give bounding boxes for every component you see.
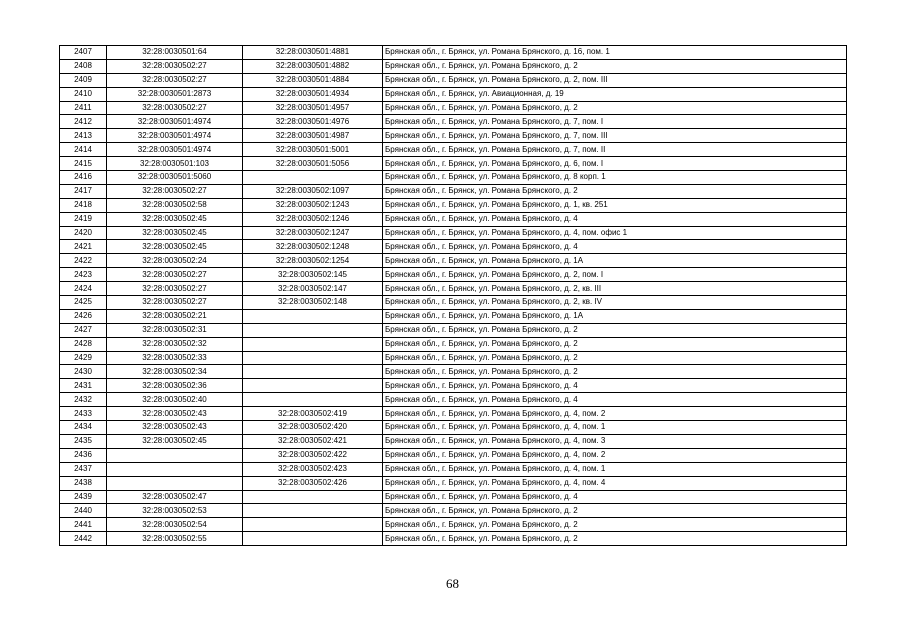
table-row bbox=[60, 504, 847, 518]
object-cadastral-number-cell: 32:28:0030501:4957 bbox=[243, 101, 383, 115]
address-cell: Брянская обл., г. Брянск, ул. Романа Брянского, д. 4 bbox=[383, 212, 847, 226]
object-cadastral-number-cell: 32:28:0030501:5001 bbox=[243, 143, 383, 157]
address-cell: Брянская обл., г. Брянск, ул. Романа Брянского, д. 7, пом. I bbox=[383, 115, 847, 129]
row-number-cell: 2439 bbox=[60, 490, 107, 504]
cadastral-number-cell: 32:28:0030502:32 bbox=[107, 337, 243, 351]
cadastral-number-cell: 32:28:0030502:34 bbox=[107, 365, 243, 379]
address-cell: Брянская обл., г. Брянск, ул. Романа Брянского, д. 7, пом. II bbox=[383, 143, 847, 157]
address-cell: Брянская обл., г. Брянск, ул. Романа Брянского, д. 2 bbox=[383, 351, 847, 365]
cadastral-number-cell bbox=[107, 462, 243, 476]
row-number-cell: 2413 bbox=[60, 129, 107, 143]
address-cell: Брянская обл., г. Брянск, ул. Романа Брянского, д. 16, пом. 1 bbox=[383, 46, 847, 60]
object-cadastral-number-cell: 32:28:0030501:4934 bbox=[243, 87, 383, 101]
address-cell: Брянская обл., г. Брянск, ул. Романа Брянского, д. 7, пом. III bbox=[383, 129, 847, 143]
object-cadastral-number-cell bbox=[243, 490, 383, 504]
cadastral-number-cell: 32:28:0030501:64 bbox=[107, 46, 243, 60]
cadastral-number-cell: 32:28:0030501:4974 bbox=[107, 129, 243, 143]
object-cadastral-number-cell: 32:28:0030502:426 bbox=[243, 476, 383, 490]
row-number-cell: 2435 bbox=[60, 434, 107, 448]
cadastral-number-cell: 32:28:0030502:21 bbox=[107, 309, 243, 323]
object-cadastral-number-cell: 32:28:0030502:421 bbox=[243, 434, 383, 448]
address-cell: Брянская обл., г. Брянск, ул. Романа Брянского, д. 1А bbox=[383, 254, 847, 268]
address-cell: Брянская обл., г. Брянск, ул. Романа Брянского, д. 4, пом. 1 bbox=[383, 421, 847, 435]
row-number-cell: 2432 bbox=[60, 393, 107, 407]
row-number-cell: 2427 bbox=[60, 323, 107, 337]
object-cadastral-number-cell bbox=[243, 365, 383, 379]
object-cadastral-number-cell: 32:28:0030502:148 bbox=[243, 296, 383, 310]
row-number-cell: 2431 bbox=[60, 379, 107, 393]
row-number-cell: 2419 bbox=[60, 212, 107, 226]
row-number-cell: 2438 bbox=[60, 476, 107, 490]
page-number: 68 bbox=[446, 576, 459, 591]
row-number-cell: 2410 bbox=[60, 87, 107, 101]
object-cadastral-number-cell: 32:28:0030501:4882 bbox=[243, 59, 383, 73]
address-cell: Брянская обл., г. Брянск, ул. Романа Брянского, д. 2 bbox=[383, 184, 847, 198]
cadastral-number-cell: 32:28:0030502:45 bbox=[107, 212, 243, 226]
cadastral-number-cell: 32:28:0030502:27 bbox=[107, 268, 243, 282]
row-number-cell: 2420 bbox=[60, 226, 107, 240]
cadastral-number-cell: 32:28:0030501:4974 bbox=[107, 115, 243, 129]
object-cadastral-number-cell: 32:28:0030502:1097 bbox=[243, 184, 383, 198]
row-number-cell: 2442 bbox=[60, 532, 107, 546]
row-number-cell: 2408 bbox=[60, 59, 107, 73]
table-row bbox=[60, 171, 847, 185]
row-number-cell: 2414 bbox=[60, 143, 107, 157]
object-cadastral-number-cell: 32:28:0030502:1247 bbox=[243, 226, 383, 240]
table-row bbox=[60, 115, 847, 129]
object-cadastral-number-cell bbox=[243, 379, 383, 393]
table-row bbox=[60, 476, 847, 490]
cadastral-number-cell: 32:28:0030502:33 bbox=[107, 351, 243, 365]
row-number-cell: 2425 bbox=[60, 296, 107, 310]
object-cadastral-number-cell: 32:28:0030501:4881 bbox=[243, 46, 383, 60]
table-row bbox=[60, 212, 847, 226]
cadastral-number-cell: 32:28:0030502:27 bbox=[107, 184, 243, 198]
object-cadastral-number-cell bbox=[243, 351, 383, 365]
row-number-cell: 2409 bbox=[60, 73, 107, 87]
address-cell: Брянская обл., г. Брянск, ул. Романа Брянского, д. 2 bbox=[383, 323, 847, 337]
address-cell: Брянская обл., г. Брянск, ул. Романа Брянского, д. 4, пом. 1 bbox=[383, 462, 847, 476]
row-number-cell: 2416 bbox=[60, 171, 107, 185]
address-cell: Брянская обл., г. Брянск, ул. Романа Брянского, д. 4 bbox=[383, 379, 847, 393]
row-number-cell: 2429 bbox=[60, 351, 107, 365]
cadastral-number-cell: 32:28:0030502:40 bbox=[107, 393, 243, 407]
row-number-cell: 2424 bbox=[60, 282, 107, 296]
table-row bbox=[60, 462, 847, 476]
object-cadastral-number-cell: 32:28:0030501:4976 bbox=[243, 115, 383, 129]
cadastral-number-cell: 32:28:0030502:27 bbox=[107, 101, 243, 115]
table-row bbox=[60, 365, 847, 379]
cadastral-number-cell: 32:28:0030502:45 bbox=[107, 240, 243, 254]
row-number-cell: 2426 bbox=[60, 309, 107, 323]
table-row bbox=[60, 434, 847, 448]
table-row bbox=[60, 309, 847, 323]
object-cadastral-number-cell: 32:28:0030502:1243 bbox=[243, 198, 383, 212]
row-number-cell: 2441 bbox=[60, 518, 107, 532]
object-cadastral-number-cell: 32:28:0030502:147 bbox=[243, 282, 383, 296]
cadastral-number-cell: 32:28:0030502:54 bbox=[107, 518, 243, 532]
row-number-cell: 2421 bbox=[60, 240, 107, 254]
object-cadastral-number-cell: 32:28:0030502:420 bbox=[243, 421, 383, 435]
cadastral-number-cell: 32:28:0030502:24 bbox=[107, 254, 243, 268]
object-cadastral-number-cell: 32:28:0030502:423 bbox=[243, 462, 383, 476]
table-row bbox=[60, 296, 847, 310]
table-row bbox=[60, 518, 847, 532]
table-row bbox=[60, 143, 847, 157]
table-row bbox=[60, 351, 847, 365]
address-cell: Брянская обл., г. Брянск, ул. Романа Брянского, д. 4 bbox=[383, 490, 847, 504]
address-cell: Брянская обл., г. Брянск, ул. Романа Брянского, д. 2, кв. III bbox=[383, 282, 847, 296]
address-cell: Брянская обл., г. Брянск, ул. Романа Брянского, д. 1А bbox=[383, 309, 847, 323]
object-cadastral-number-cell: 32:28:0030502:422 bbox=[243, 448, 383, 462]
object-cadastral-number-cell: 32:28:0030502:1248 bbox=[243, 240, 383, 254]
cadastral-number-cell: 32:28:0030502:36 bbox=[107, 379, 243, 393]
object-cadastral-number-cell bbox=[243, 309, 383, 323]
address-cell: Брянская обл., г. Брянск, ул. Романа Брянского, д. 4, пом. офис 1 bbox=[383, 226, 847, 240]
table-row bbox=[60, 240, 847, 254]
object-cadastral-number-cell: 32:28:0030502:145 bbox=[243, 268, 383, 282]
row-number-cell: 2407 bbox=[60, 46, 107, 60]
cadastral-number-cell: 32:28:0030501:5060 bbox=[107, 171, 243, 185]
object-cadastral-number-cell: 32:28:0030502:1246 bbox=[243, 212, 383, 226]
cadastral-number-cell: 32:28:0030502:43 bbox=[107, 407, 243, 421]
row-number-cell: 2423 bbox=[60, 268, 107, 282]
cadastral-number-cell bbox=[107, 476, 243, 490]
table-row bbox=[60, 407, 847, 421]
address-cell: Брянская обл., г. Брянск, ул. Романа Брянского, д. 8 корп. 1 bbox=[383, 171, 847, 185]
table-row bbox=[60, 379, 847, 393]
table-row bbox=[60, 46, 847, 60]
registry-table bbox=[59, 45, 847, 546]
address-cell: Брянская обл., г. Брянск, ул. Романа Брянского, д. 2, пом. III bbox=[383, 73, 847, 87]
cadastral-number-cell: 32:28:0030502:43 bbox=[107, 421, 243, 435]
address-cell: Брянская обл., г. Брянск, ул. Романа Брянского, д. 4 bbox=[383, 240, 847, 254]
table-row bbox=[60, 532, 847, 546]
address-cell: Брянская обл., г. Брянск, ул. Романа Брянского, д. 2 bbox=[383, 365, 847, 379]
cadastral-number-cell: 32:28:0030501:2873 bbox=[107, 87, 243, 101]
address-cell: Брянская обл., г. Брянск, ул. Романа Брянского, д. 2 bbox=[383, 59, 847, 73]
row-number-cell: 2412 bbox=[60, 115, 107, 129]
object-cadastral-number-cell bbox=[243, 323, 383, 337]
cadastral-number-cell: 32:28:0030501:4974 bbox=[107, 143, 243, 157]
row-number-cell: 2440 bbox=[60, 504, 107, 518]
row-number-cell: 2437 bbox=[60, 462, 107, 476]
address-cell: Брянская обл., г. Брянск, ул. Романа Брянского, д. 2, кв. IV bbox=[383, 296, 847, 310]
cadastral-number-cell: 32:28:0030502:53 bbox=[107, 504, 243, 518]
cadastral-number-cell: 32:28:0030502:58 bbox=[107, 198, 243, 212]
cadastral-number-cell: 32:28:0030502:45 bbox=[107, 226, 243, 240]
cadastral-number-cell: 32:28:0030502:27 bbox=[107, 59, 243, 73]
cadastral-number-cell: 32:28:0030502:27 bbox=[107, 73, 243, 87]
table-row bbox=[60, 254, 847, 268]
address-cell: Брянская обл., г. Брянск, ул. Романа Брянского, д. 2 bbox=[383, 101, 847, 115]
table-row bbox=[60, 129, 847, 143]
row-number-cell: 2434 bbox=[60, 421, 107, 435]
table-row bbox=[60, 282, 847, 296]
address-cell: Брянская обл., г. Брянск, ул. Романа Брянского, д. 4, пом. 2 bbox=[383, 448, 847, 462]
table-row bbox=[60, 101, 847, 115]
row-number-cell: 2411 bbox=[60, 101, 107, 115]
table-row bbox=[60, 198, 847, 212]
table-row bbox=[60, 323, 847, 337]
object-cadastral-number-cell: 32:28:0030501:4884 bbox=[243, 73, 383, 87]
address-cell: Брянская обл., г. Брянск, ул. Романа Брянского, д. 4, пом. 2 bbox=[383, 407, 847, 421]
row-number-cell: 2417 bbox=[60, 184, 107, 198]
address-cell: Брянская обл., г. Брянск, ул. Романа Брянского, д. 2 bbox=[383, 504, 847, 518]
table-row bbox=[60, 59, 847, 73]
cadastral-number-cell: 32:28:0030502:55 bbox=[107, 532, 243, 546]
object-cadastral-number-cell: 32:28:0030502:1254 bbox=[243, 254, 383, 268]
table-row bbox=[60, 157, 847, 171]
row-number-cell: 2428 bbox=[60, 337, 107, 351]
object-cadastral-number-cell bbox=[243, 337, 383, 351]
address-cell: Брянская обл., г. Брянск, ул. Романа Брянского, д. 2 bbox=[383, 532, 847, 546]
address-cell: Брянская обл., г. Брянск, ул. Романа Брянского, д. 4, пом. 4 bbox=[383, 476, 847, 490]
cadastral-number-cell bbox=[107, 448, 243, 462]
object-cadastral-number-cell bbox=[243, 504, 383, 518]
table-row bbox=[60, 268, 847, 282]
table-row bbox=[60, 421, 847, 435]
table-row bbox=[60, 226, 847, 240]
row-number-cell: 2418 bbox=[60, 198, 107, 212]
row-number-cell: 2433 bbox=[60, 407, 107, 421]
object-cadastral-number-cell bbox=[243, 171, 383, 185]
table-row bbox=[60, 73, 847, 87]
address-cell: Брянская обл., г. Брянск, ул. Романа Брянского, д. 2 bbox=[383, 518, 847, 532]
table-row bbox=[60, 337, 847, 351]
object-cadastral-number-cell bbox=[243, 393, 383, 407]
cadastral-number-cell: 32:28:0030502:31 bbox=[107, 323, 243, 337]
table-row bbox=[60, 87, 847, 101]
table-row bbox=[60, 393, 847, 407]
cadastral-number-cell: 32:28:0030502:27 bbox=[107, 296, 243, 310]
registry-table-body bbox=[60, 46, 847, 546]
object-cadastral-number-cell bbox=[243, 532, 383, 546]
address-cell: Брянская обл., г. Брянск, ул. Романа Брянского, д. 6, пом. I bbox=[383, 157, 847, 171]
table-row bbox=[60, 448, 847, 462]
row-number-cell: 2415 bbox=[60, 157, 107, 171]
cadastral-number-cell: 32:28:0030502:47 bbox=[107, 490, 243, 504]
object-cadastral-number-cell: 32:28:0030502:419 bbox=[243, 407, 383, 421]
address-cell: Брянская обл., г. Брянск, ул. Романа Брянского, д. 4, пом. 3 bbox=[383, 434, 847, 448]
table-row bbox=[60, 184, 847, 198]
cadastral-number-cell: 32:28:0030502:27 bbox=[107, 282, 243, 296]
object-cadastral-number-cell bbox=[243, 518, 383, 532]
table-row bbox=[60, 490, 847, 504]
row-number-cell: 2430 bbox=[60, 365, 107, 379]
address-cell: Брянская обл., г. Брянск, ул. Авиационная, д. 19 bbox=[383, 87, 847, 101]
object-cadastral-number-cell: 32:28:0030501:5056 bbox=[243, 157, 383, 171]
object-cadastral-number-cell: 32:28:0030501:4987 bbox=[243, 129, 383, 143]
row-number-cell: 2422 bbox=[60, 254, 107, 268]
cadastral-number-cell: 32:28:0030501:103 bbox=[107, 157, 243, 171]
address-cell: Брянская обл., г. Брянск, ул. Романа Брянского, д. 4 bbox=[383, 393, 847, 407]
cadastral-number-cell: 32:28:0030502:45 bbox=[107, 434, 243, 448]
address-cell: Брянская обл., г. Брянск, ул. Романа Брянского, д. 2, пом. I bbox=[383, 268, 847, 282]
row-number-cell: 2436 bbox=[60, 448, 107, 462]
address-cell: Брянская обл., г. Брянск, ул. Романа Брянского, д. 1, кв. 251 bbox=[383, 198, 847, 212]
address-cell: Брянская обл., г. Брянск, ул. Романа Брянского, д. 2 bbox=[383, 337, 847, 351]
